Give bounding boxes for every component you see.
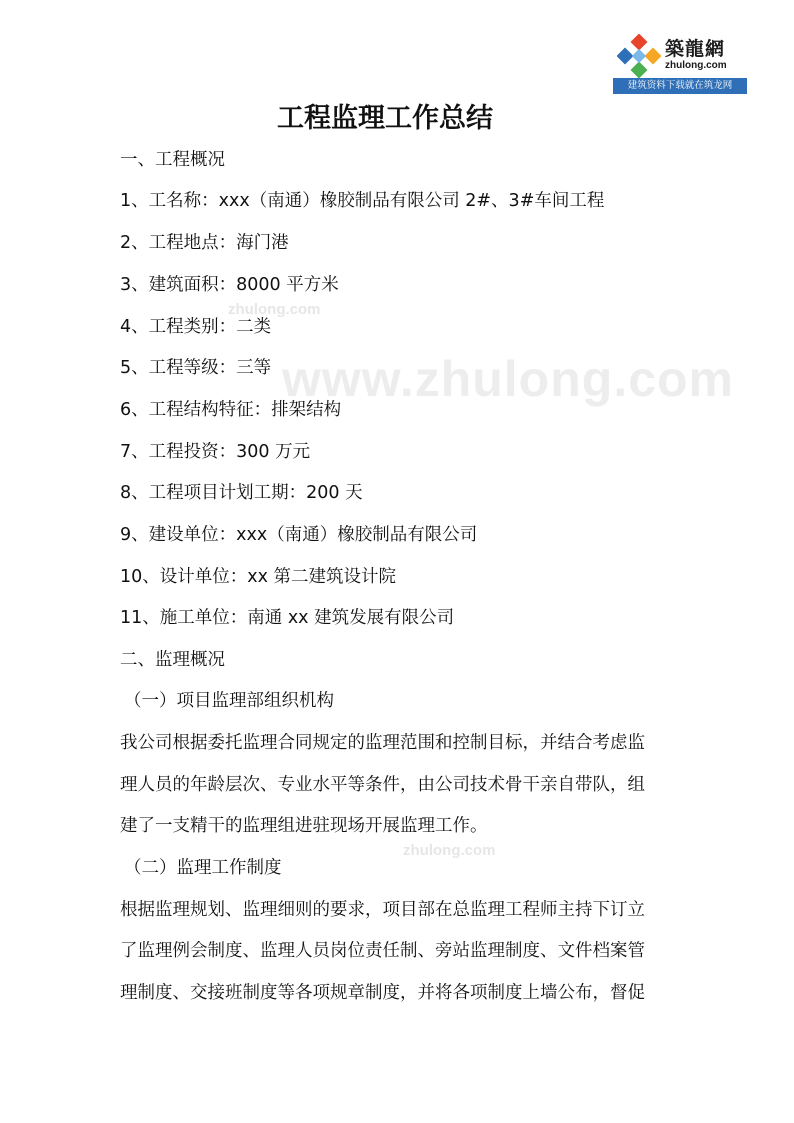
watermark-small-1: zhulong.com: [228, 301, 321, 318]
project-grade-line: 5、工程等级：三等: [120, 358, 272, 378]
subheading-work-rules: （二）监理工作制度: [124, 858, 282, 878]
paragraph-line: 根据监理规划、监理细则的要求，项目部在总监理工程师主持下订立: [120, 900, 645, 920]
watermark-small-2: zhulong.com: [403, 842, 496, 859]
paragraph-line: 理人员的年龄层次、专业水平等条件，由公司技术骨干亲自带队，组: [120, 775, 645, 795]
paragraph-line: 了监理例会制度、监理人员岗位责任制、旁站监理制度、文件档案管: [120, 941, 645, 961]
subheading-organization: （一）项目监理部组织机构: [124, 691, 334, 711]
structure-type-line: 6、工程结构特征：排架结构: [120, 400, 342, 420]
section-heading-supervision-overview: 二、监理概况: [120, 650, 225, 670]
investment-line: 7、工程投资：300 万元: [120, 442, 311, 462]
zhulong-logo: [613, 28, 747, 94]
paragraph-line: 建了一支精干的监理组进驻现场开展监理工作。: [120, 816, 488, 836]
building-area-line: 3、建筑面积：8000 平方米: [120, 275, 339, 295]
watermark-big: www.zhulong.com: [282, 351, 735, 407]
project-location-line: 2、工程地点：海门港: [120, 233, 289, 253]
document-title: 工程监理工作总结: [277, 103, 493, 134]
project-name-line: 1、工名称：xxx（南通）橡胶制品有限公司 2#、3#车间工程: [120, 191, 605, 211]
logo-tagline: 建筑资料下载就在筑龙网: [613, 78, 747, 94]
logo-domain: zhulong.com: [665, 60, 727, 71]
designer-line: 10、设计单位：xx 第二建筑设计院: [120, 567, 397, 587]
project-category-line: 4、工程类别：二类: [120, 317, 272, 337]
section-heading-project-overview: 一、工程概况: [120, 150, 225, 170]
owner-line: 9、建设单位：xxx（南通）橡胶制品有限公司: [120, 525, 478, 545]
planned-duration-line: 8、工程项目计划工期：200 天: [120, 483, 363, 503]
paragraph-line: 我公司根据委托监理合同规定的监理范围和控制目标，并结合考虑监: [120, 733, 645, 753]
paragraph-line: 理制度、交接班制度等各项规章制度，并将各项制度上墙公布，督促: [120, 983, 645, 1003]
contractor-line: 11、施工单位：南通 xx 建筑发展有限公司: [120, 608, 455, 628]
logo-name: 築龍網: [665, 38, 726, 60]
logo-mark-icon: [617, 34, 661, 78]
